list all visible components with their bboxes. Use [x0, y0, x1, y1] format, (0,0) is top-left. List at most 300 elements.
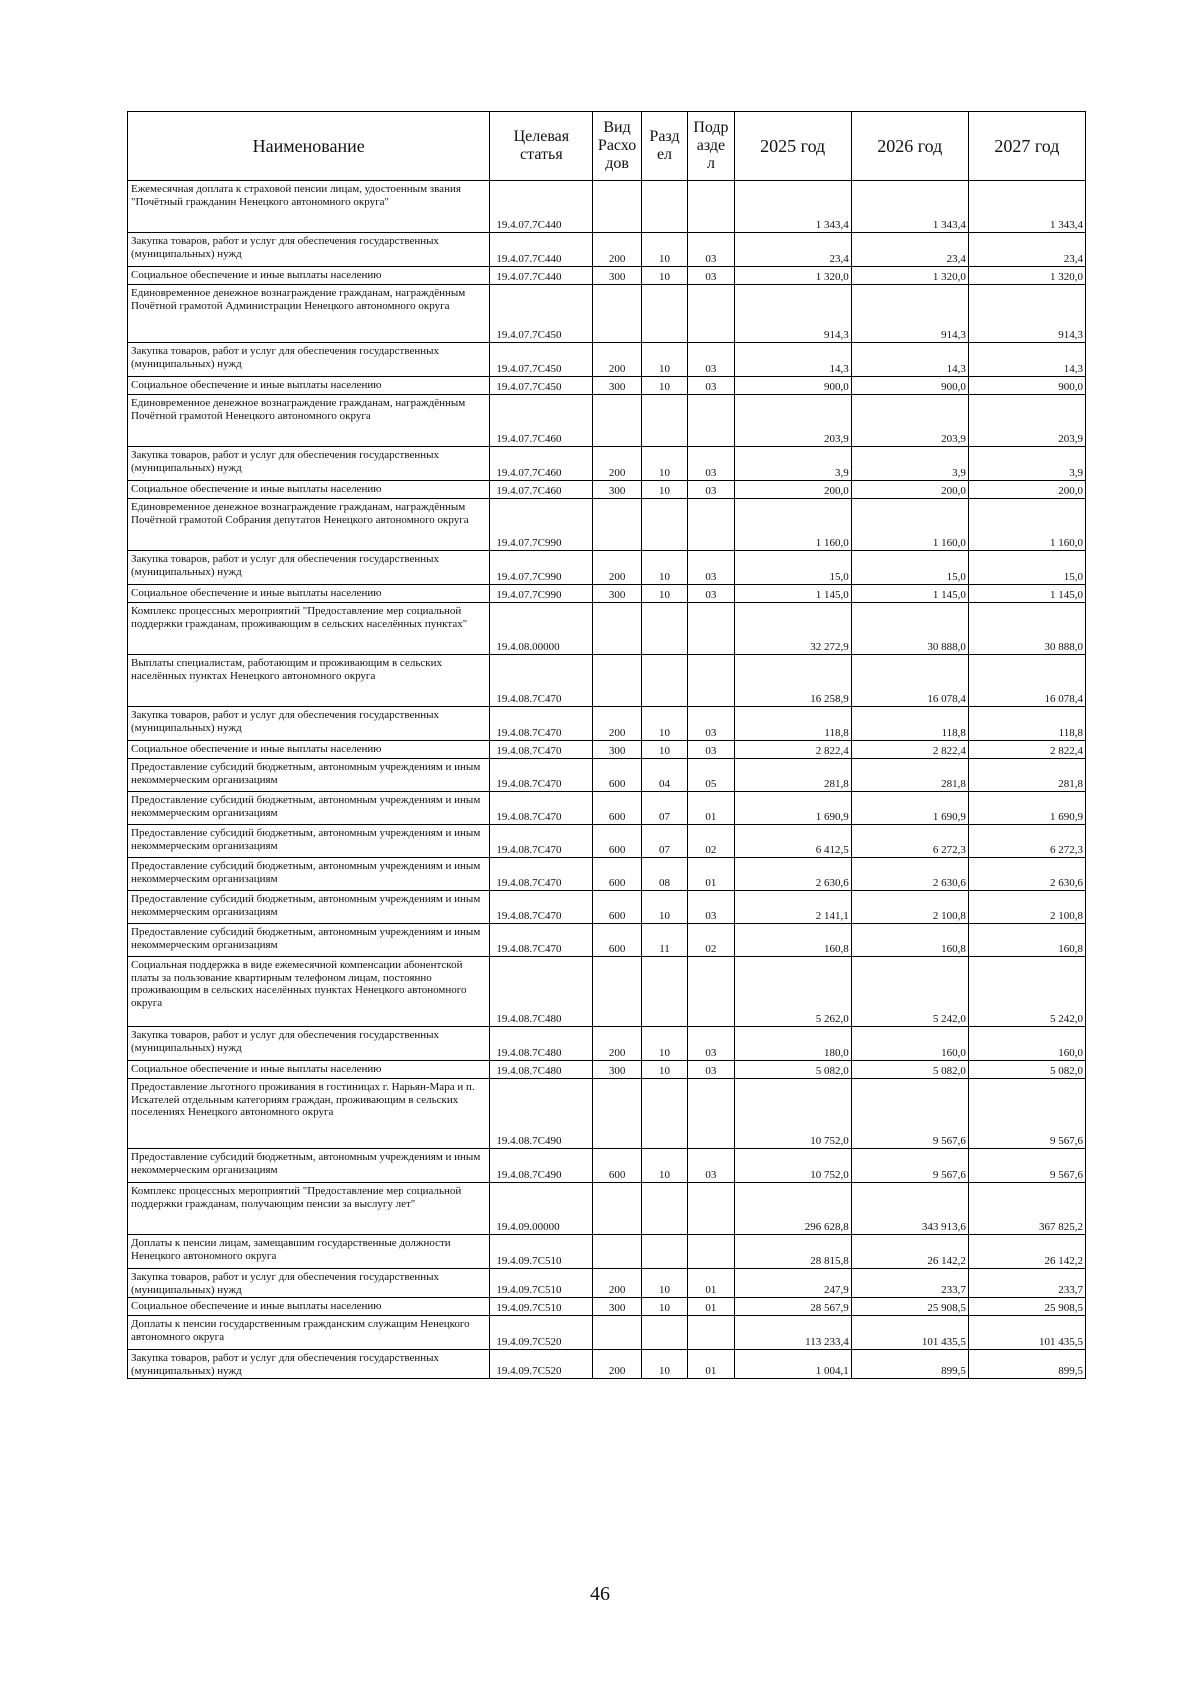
- row-name: Единовременное денежное вознаграждение гражданам, награждённым Почётной грамотой Администрации Ненецкого автономного округа: [128, 285, 490, 343]
- row-amount-2026: 160,8: [851, 924, 968, 957]
- row-target-article: 19.4.07.7С450: [490, 377, 593, 395]
- header-year-2025: 2025 год: [734, 112, 851, 181]
- row-amount-2026: 343 913,6: [851, 1183, 968, 1235]
- row-name: Закупка товаров, работ и услуг для обеспечения государственных (муниципальных) нужд: [128, 1350, 490, 1379]
- row-target-article: 19.4.07.7С990: [490, 585, 593, 603]
- row-section: [641, 603, 687, 655]
- row-target-article: 19.4.09.7С510: [490, 1269, 593, 1298]
- row-subsection: [688, 1235, 734, 1269]
- row-target-article: 19.4.07.7С440: [490, 181, 593, 233]
- row-amount-2027: 203,9: [968, 395, 1085, 447]
- row-amount-2027: 1 690,9: [968, 792, 1085, 825]
- row-amount-2027: 16 078,4: [968, 655, 1085, 707]
- row-name: Закупка товаров, работ и услуг для обеспечения государственных (муниципальных) нужд: [128, 447, 490, 481]
- table-row: [128, 759, 1086, 792]
- row-target-article: 19.4.08.7С470: [490, 891, 593, 924]
- row-amount-2027: 15,0: [968, 551, 1085, 585]
- row-subsection: 01: [688, 792, 734, 825]
- row-amount-2027: 1 145,0: [968, 585, 1085, 603]
- table-row: [128, 1061, 1086, 1079]
- row-expense-type: 300: [593, 377, 641, 395]
- row-name: Социальное обеспечение и иные выплаты населению: [128, 481, 490, 499]
- row-section: [641, 499, 687, 551]
- row-section: 10: [641, 1149, 687, 1183]
- row-amount-2027: 233,7: [968, 1269, 1085, 1298]
- table-row: [128, 233, 1086, 267]
- row-section: [641, 181, 687, 233]
- header-target-article: Целевая статья: [490, 112, 593, 181]
- row-amount-2025: 118,8: [734, 707, 851, 741]
- table-row: [128, 741, 1086, 759]
- table-row: [128, 481, 1086, 499]
- row-section: 10: [641, 267, 687, 285]
- row-expense-type: 300: [593, 741, 641, 759]
- table-row: [128, 603, 1086, 655]
- row-amount-2027: 5 082,0: [968, 1061, 1085, 1079]
- row-target-article: 19.4.07.7С450: [490, 285, 593, 343]
- row-name: Предоставление субсидий бюджетным, автономным учреждениям и иным некоммерческим организациям: [128, 825, 490, 858]
- header-name: Наименование: [128, 112, 490, 181]
- row-name: Единовременное денежное вознаграждение гражданам, награждённым Почётной грамотой Собрания депутатов Ненецкого автономного округа: [128, 499, 490, 551]
- row-expense-type: 200: [593, 1027, 641, 1061]
- row-target-article: 19.4.07.7С460: [490, 395, 593, 447]
- row-subsection: 03: [688, 233, 734, 267]
- table-row: [128, 1298, 1086, 1316]
- row-section: 10: [641, 707, 687, 741]
- row-subsection: 03: [688, 377, 734, 395]
- table-row: [128, 395, 1086, 447]
- row-name: Закупка товаров, работ и услуг для обеспечения государственных (муниципальных) нужд: [128, 707, 490, 741]
- row-expense-type: 600: [593, 891, 641, 924]
- row-amount-2025: 15,0: [734, 551, 851, 585]
- row-section: [641, 655, 687, 707]
- row-section: 08: [641, 858, 687, 891]
- row-name: Предоставление субсидий бюджетным, автономным учреждениям и иным некоммерческим организациям: [128, 1149, 490, 1183]
- row-amount-2026: 9 567,6: [851, 1149, 968, 1183]
- row-amount-2025: 1 004,1: [734, 1350, 851, 1379]
- row-expense-type: [593, 181, 641, 233]
- row-amount-2026: 160,0: [851, 1027, 968, 1061]
- table-row: [128, 924, 1086, 957]
- row-subsection: [688, 1079, 734, 1149]
- row-subsection: 01: [688, 1350, 734, 1379]
- row-amount-2025: 14,3: [734, 343, 851, 377]
- row-section: 10: [641, 1298, 687, 1316]
- row-amount-2026: 3,9: [851, 447, 968, 481]
- row-name: Предоставление субсидий бюджетным, автономным учреждениям и иным некоммерческим организациям: [128, 891, 490, 924]
- row-amount-2025: 28 815,8: [734, 1235, 851, 1269]
- row-target-article: 19.4.07.7С990: [490, 499, 593, 551]
- header-year-2027: 2027 год: [968, 112, 1085, 181]
- row-amount-2027: 160,8: [968, 924, 1085, 957]
- row-name: Закупка товаров, работ и услуг для обеспечения государственных (муниципальных) нужд: [128, 1027, 490, 1061]
- row-subsection: 03: [688, 343, 734, 377]
- row-subsection: 03: [688, 707, 734, 741]
- row-amount-2025: 28 567,9: [734, 1298, 851, 1316]
- table-row: [128, 1316, 1086, 1350]
- row-name: Комплекс процессных мероприятий "Предоставление мер социальной поддержки гражданам, получающим пенсии за выслугу лет": [128, 1183, 490, 1235]
- row-subsection: [688, 395, 734, 447]
- row-amount-2027: 6 272,3: [968, 825, 1085, 858]
- row-amount-2026: 281,8: [851, 759, 968, 792]
- row-amount-2025: 23,4: [734, 233, 851, 267]
- row-amount-2026: 5 082,0: [851, 1061, 968, 1079]
- row-amount-2025: 180,0: [734, 1027, 851, 1061]
- row-subsection: 01: [688, 1298, 734, 1316]
- row-amount-2026: 6 272,3: [851, 825, 968, 858]
- header-year-2026: 2026 год: [851, 112, 968, 181]
- row-section: 10: [641, 343, 687, 377]
- row-target-article: 19.4.08.7С470: [490, 792, 593, 825]
- row-name: Единовременное денежное вознаграждение гражданам, награждённым Почётной грамотой Ненецкого автономного округа: [128, 395, 490, 447]
- row-amount-2026: 30 888,0: [851, 603, 968, 655]
- row-amount-2025: 1 343,4: [734, 181, 851, 233]
- row-amount-2026: 233,7: [851, 1269, 968, 1298]
- row-expense-type: [593, 1316, 641, 1350]
- row-amount-2026: 2 822,4: [851, 741, 968, 759]
- row-expense-type: [593, 1079, 641, 1149]
- row-subsection: [688, 603, 734, 655]
- table-row: [128, 825, 1086, 858]
- row-amount-2027: 30 888,0: [968, 603, 1085, 655]
- row-amount-2027: 101 435,5: [968, 1316, 1085, 1350]
- row-section: [641, 1235, 687, 1269]
- row-section: 10: [641, 891, 687, 924]
- row-target-article: 19.4.08.7С480: [490, 957, 593, 1027]
- table-row: [128, 858, 1086, 891]
- row-amount-2027: 9 567,6: [968, 1149, 1085, 1183]
- row-subsection: 03: [688, 891, 734, 924]
- row-amount-2027: 25 908,5: [968, 1298, 1085, 1316]
- table-row: [128, 377, 1086, 395]
- row-amount-2027: 200,0: [968, 481, 1085, 499]
- row-target-article: 19.4.09.7С510: [490, 1235, 593, 1269]
- row-target-article: 19.4.09.7С520: [490, 1316, 593, 1350]
- row-amount-2027: 367 825,2: [968, 1183, 1085, 1235]
- row-target-article: 19.4.09.7С520: [490, 1350, 593, 1379]
- row-expense-type: 200: [593, 1350, 641, 1379]
- row-section: [641, 1316, 687, 1350]
- row-expense-type: 200: [593, 1269, 641, 1298]
- row-expense-type: [593, 395, 641, 447]
- table-row: [128, 585, 1086, 603]
- table-row: [128, 343, 1086, 377]
- row-expense-type: 200: [593, 447, 641, 481]
- row-target-article: 19.4.07.7С440: [490, 267, 593, 285]
- row-subsection: [688, 1316, 734, 1350]
- row-name: Предоставление субсидий бюджетным, автономным учреждениям и иным некоммерческим организациям: [128, 759, 490, 792]
- row-subsection: 03: [688, 551, 734, 585]
- table-row: [128, 655, 1086, 707]
- row-amount-2026: 2 630,6: [851, 858, 968, 891]
- row-subsection: [688, 285, 734, 343]
- table-row: [128, 1269, 1086, 1298]
- row-amount-2025: 113 233,4: [734, 1316, 851, 1350]
- table-row: [128, 267, 1086, 285]
- row-target-article: 19.4.08.7С490: [490, 1149, 593, 1183]
- row-amount-2026: 101 435,5: [851, 1316, 968, 1350]
- row-amount-2027: 2 630,6: [968, 858, 1085, 891]
- row-section: 07: [641, 792, 687, 825]
- row-subsection: [688, 957, 734, 1027]
- header-subsection: Подр азде л: [688, 112, 734, 181]
- row-target-article: 19.4.08.7С470: [490, 924, 593, 957]
- row-target-article: 19.4.09.7С510: [490, 1298, 593, 1316]
- row-amount-2025: 247,9: [734, 1269, 851, 1298]
- row-expense-type: 200: [593, 343, 641, 377]
- row-amount-2025: 900,0: [734, 377, 851, 395]
- row-subsection: 02: [688, 825, 734, 858]
- row-target-article: 19.4.08.7С470: [490, 655, 593, 707]
- row-section: 10: [641, 447, 687, 481]
- row-expense-type: 200: [593, 707, 641, 741]
- row-amount-2026: 118,8: [851, 707, 968, 741]
- row-name: Социальное обеспечение и иные выплаты населению: [128, 1061, 490, 1079]
- row-target-article: 19.4.08.7С480: [490, 1027, 593, 1061]
- row-amount-2026: 5 242,0: [851, 957, 968, 1027]
- row-amount-2027: 160,0: [968, 1027, 1085, 1061]
- row-amount-2025: 1 690,9: [734, 792, 851, 825]
- row-section: [641, 1183, 687, 1235]
- row-amount-2026: 16 078,4: [851, 655, 968, 707]
- row-expense-type: 600: [593, 825, 641, 858]
- row-amount-2026: 26 142,2: [851, 1235, 968, 1269]
- row-amount-2027: 900,0: [968, 377, 1085, 395]
- row-expense-type: 300: [593, 585, 641, 603]
- row-expense-type: 300: [593, 1061, 641, 1079]
- row-name: Закупка товаров, работ и услуг для обеспечения государственных (муниципальных) нужд: [128, 1269, 490, 1298]
- row-name: Закупка товаров, работ и услуг для обеспечения государственных (муниципальных) нужд: [128, 233, 490, 267]
- row-subsection: 03: [688, 447, 734, 481]
- page-number: 46: [590, 1583, 610, 1605]
- row-section: [641, 285, 687, 343]
- row-expense-type: [593, 285, 641, 343]
- row-target-article: 19.4.08.7С470: [490, 707, 593, 741]
- row-expense-type: 600: [593, 858, 641, 891]
- table-row: [128, 1183, 1086, 1235]
- row-amount-2026: 1 320,0: [851, 267, 968, 285]
- table-row: [128, 447, 1086, 481]
- row-amount-2027: 914,3: [968, 285, 1085, 343]
- row-amount-2026: 1 343,4: [851, 181, 968, 233]
- row-amount-2027: 9 567,6: [968, 1079, 1085, 1149]
- table-body: [128, 181, 1086, 1379]
- row-amount-2025: 2 822,4: [734, 741, 851, 759]
- row-subsection: 01: [688, 858, 734, 891]
- row-amount-2026: 1 690,9: [851, 792, 968, 825]
- row-amount-2026: 899,5: [851, 1350, 968, 1379]
- row-amount-2026: 25 908,5: [851, 1298, 968, 1316]
- row-amount-2025: 203,9: [734, 395, 851, 447]
- row-subsection: 05: [688, 759, 734, 792]
- row-name: Доплаты к пенсии лицам, замещавшим государственные должности Ненецкого автономного округа: [128, 1235, 490, 1269]
- row-name: Социальное обеспечение и иные выплаты населению: [128, 267, 490, 285]
- row-amount-2025: 10 752,0: [734, 1149, 851, 1183]
- table-row: [128, 792, 1086, 825]
- row-expense-type: [593, 957, 641, 1027]
- row-section: 10: [641, 1350, 687, 1379]
- row-expense-type: 600: [593, 792, 641, 825]
- table-row: [128, 1149, 1086, 1183]
- table-row: [128, 1027, 1086, 1061]
- row-name: Предоставление субсидий бюджетным, автономным учреждениям и иным некоммерческим организациям: [128, 858, 490, 891]
- row-subsection: 03: [688, 1061, 734, 1079]
- row-section: 10: [641, 233, 687, 267]
- row-target-article: 19.4.08.7С470: [490, 825, 593, 858]
- row-subsection: 03: [688, 267, 734, 285]
- row-amount-2026: 9 567,6: [851, 1079, 968, 1149]
- row-subsection: [688, 499, 734, 551]
- row-expense-type: 600: [593, 924, 641, 957]
- header-section: Разд ел: [641, 112, 687, 181]
- row-amount-2027: 118,8: [968, 707, 1085, 741]
- row-amount-2025: 32 272,9: [734, 603, 851, 655]
- row-amount-2025: 296 628,8: [734, 1183, 851, 1235]
- row-target-article: 19.4.07.7С450: [490, 343, 593, 377]
- row-amount-2026: 2 100,8: [851, 891, 968, 924]
- row-section: 10: [641, 377, 687, 395]
- row-expense-type: 300: [593, 267, 641, 285]
- row-amount-2027: 1 343,4: [968, 181, 1085, 233]
- row-target-article: 19.4.07.7С990: [490, 551, 593, 585]
- row-section: [641, 957, 687, 1027]
- row-section: [641, 395, 687, 447]
- row-amount-2025: 2 630,6: [734, 858, 851, 891]
- row-section: 10: [641, 585, 687, 603]
- row-name: Социальное обеспечение и иные выплаты населению: [128, 741, 490, 759]
- row-name: Закупка товаров, работ и услуг для обеспечения государственных (муниципальных) нужд: [128, 343, 490, 377]
- row-expense-type: [593, 499, 641, 551]
- row-amount-2027: 899,5: [968, 1350, 1085, 1379]
- row-subsection: 03: [688, 741, 734, 759]
- row-amount-2027: 26 142,2: [968, 1235, 1085, 1269]
- row-amount-2027: 1 320,0: [968, 267, 1085, 285]
- row-amount-2026: 15,0: [851, 551, 968, 585]
- row-subsection: 03: [688, 585, 734, 603]
- row-amount-2026: 914,3: [851, 285, 968, 343]
- row-amount-2025: 1 145,0: [734, 585, 851, 603]
- row-amount-2026: 900,0: [851, 377, 968, 395]
- row-section: [641, 1079, 687, 1149]
- row-expense-type: 300: [593, 1298, 641, 1316]
- table-row: [128, 891, 1086, 924]
- row-name: Выплаты специалистам, работающим и проживающим в сельских населённых пунктах Ненецкого автономного округа: [128, 655, 490, 707]
- row-name: Закупка товаров, работ и услуг для обеспечения государственных (муниципальных) нужд: [128, 551, 490, 585]
- row-expense-type: [593, 1183, 641, 1235]
- row-amount-2027: 2 100,8: [968, 891, 1085, 924]
- row-name: Социальное обеспечение и иные выплаты населению: [128, 1298, 490, 1316]
- table-row: [128, 1235, 1086, 1269]
- row-amount-2027: 23,4: [968, 233, 1085, 267]
- table-row: [128, 285, 1086, 343]
- row-target-article: 19.4.08.00000: [490, 603, 593, 655]
- row-expense-type: 600: [593, 759, 641, 792]
- row-subsection: [688, 181, 734, 233]
- row-section: 10: [641, 481, 687, 499]
- row-subsection: [688, 655, 734, 707]
- row-subsection: 03: [688, 1027, 734, 1061]
- row-amount-2025: 200,0: [734, 481, 851, 499]
- row-target-article: 19.4.07.7С460: [490, 447, 593, 481]
- table-header-row: [128, 112, 1086, 181]
- row-amount-2027: 3,9: [968, 447, 1085, 481]
- row-expense-type: 300: [593, 481, 641, 499]
- row-name: Социальная поддержка в виде ежемесячной компенсации абонентской платы за пользование квартирным телефоном лицам, постоянно проживающим в сельских населённых пунктах Ненецкого автономного округа: [128, 957, 490, 1027]
- row-amount-2025: 5 082,0: [734, 1061, 851, 1079]
- row-amount-2026: 14,3: [851, 343, 968, 377]
- row-name: Предоставление субсидий бюджетным, автономным учреждениям и иным некоммерческим организациям: [128, 924, 490, 957]
- row-section: 10: [641, 741, 687, 759]
- row-amount-2027: 1 160,0: [968, 499, 1085, 551]
- row-target-article: 19.4.07.7С460: [490, 481, 593, 499]
- row-name: Комплекс процессных мероприятий "Предоставление мер социальной поддержки гражданам, проживающим в сельских населённых пунктах": [128, 603, 490, 655]
- table-row: [128, 707, 1086, 741]
- row-expense-type: [593, 655, 641, 707]
- row-amount-2025: 160,8: [734, 924, 851, 957]
- row-amount-2027: 14,3: [968, 343, 1085, 377]
- row-expense-type: 200: [593, 551, 641, 585]
- row-amount-2025: 1 160,0: [734, 499, 851, 551]
- row-section: 04: [641, 759, 687, 792]
- row-target-article: 19.4.07.7С440: [490, 233, 593, 267]
- row-amount-2025: 3,9: [734, 447, 851, 481]
- row-amount-2026: 200,0: [851, 481, 968, 499]
- row-amount-2026: 1 145,0: [851, 585, 968, 603]
- table-row: [128, 181, 1086, 233]
- row-subsection: [688, 1183, 734, 1235]
- row-name: Ежемесячная доплата к страховой пенсии лицам, удостоенным звания "Почётный гражданин Ненецкого автономного округа": [128, 181, 490, 233]
- row-amount-2027: 5 242,0: [968, 957, 1085, 1027]
- row-subsection: 03: [688, 1149, 734, 1183]
- budget-table: [127, 111, 1086, 1379]
- row-section: 10: [641, 551, 687, 585]
- row-amount-2027: 2 822,4: [968, 741, 1085, 759]
- row-name: Доплаты к пенсии государственным гражданским служащим Ненецкого автономного округа: [128, 1316, 490, 1350]
- row-target-article: 19.4.08.7С470: [490, 741, 593, 759]
- table-row: [128, 957, 1086, 1027]
- row-section: 10: [641, 1269, 687, 1298]
- row-subsection: 01: [688, 1269, 734, 1298]
- row-name: Предоставление субсидий бюджетным, автономным учреждениям и иным некоммерческим организациям: [128, 792, 490, 825]
- row-section: 10: [641, 1027, 687, 1061]
- row-amount-2025: 16 258,9: [734, 655, 851, 707]
- row-amount-2027: 281,8: [968, 759, 1085, 792]
- row-amount-2025: 1 320,0: [734, 267, 851, 285]
- table-row: [128, 1079, 1086, 1149]
- row-expense-type: [593, 603, 641, 655]
- row-amount-2025: 6 412,5: [734, 825, 851, 858]
- row-expense-type: 600: [593, 1149, 641, 1183]
- row-amount-2025: 281,8: [734, 759, 851, 792]
- row-expense-type: [593, 1235, 641, 1269]
- table-row: [128, 1350, 1086, 1379]
- row-name: Социальное обеспечение и иные выплаты населению: [128, 377, 490, 395]
- row-amount-2025: 10 752,0: [734, 1079, 851, 1149]
- row-name: Социальное обеспечение и иные выплаты населению: [128, 585, 490, 603]
- row-target-article: 19.4.08.7С480: [490, 1061, 593, 1079]
- row-amount-2026: 23,4: [851, 233, 968, 267]
- row-target-article: 19.4.09.00000: [490, 1183, 593, 1235]
- row-section: 11: [641, 924, 687, 957]
- row-name: Предоставление льготного проживания в гостиницах г. Нарьян-Мара и п. Искателей отдельным категориям граждан, проживающим в сельских поселениях Ненецкого автономного округа: [128, 1079, 490, 1149]
- table-row: [128, 551, 1086, 585]
- row-target-article: 19.4.08.7С490: [490, 1079, 593, 1149]
- row-target-article: 19.4.08.7С470: [490, 858, 593, 891]
- row-section: 10: [641, 1061, 687, 1079]
- table-row: [128, 499, 1086, 551]
- row-expense-type: 200: [593, 233, 641, 267]
- row-amount-2026: 1 160,0: [851, 499, 968, 551]
